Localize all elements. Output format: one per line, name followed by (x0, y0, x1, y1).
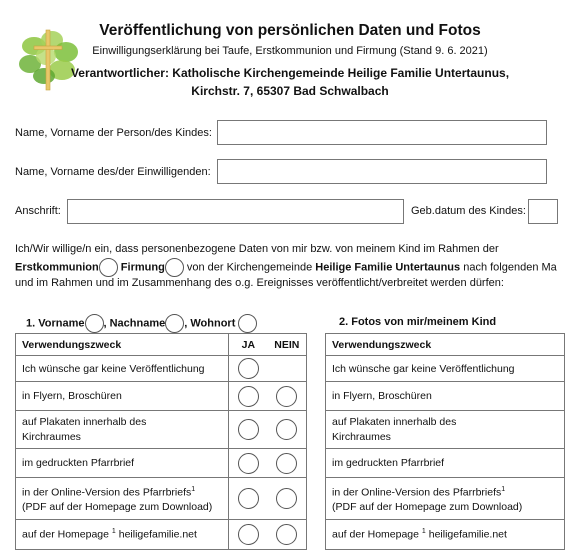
yes-radio[interactable] (238, 386, 259, 407)
name-child-field[interactable] (217, 120, 547, 145)
table-row (16, 478, 307, 520)
yes-radio[interactable] (238, 419, 259, 440)
no-radio[interactable] (276, 419, 297, 440)
option-communion-label: Erstkommunion (15, 261, 99, 274)
consent-line-3: und im Rahmen und im Zusammenhang des o.g. Ereignisses veröffentlicht/verbreitet werden dürfen: (15, 277, 504, 289)
consent-line-2-end: nach folgenden Ma (463, 261, 557, 274)
consent-line-2-mid: von der Kirchengemeinde (186, 261, 313, 274)
no-radio[interactable] (276, 386, 297, 407)
table-row (326, 356, 565, 382)
section1-surname-label: , Nachname (103, 317, 166, 330)
row-label: in Flyern, Broschüren (16, 382, 229, 411)
table-row (16, 356, 307, 382)
birthdate-field[interactable] (528, 199, 558, 224)
table-row (326, 411, 565, 449)
surname-radio[interactable] (165, 314, 184, 333)
table-row (326, 520, 565, 550)
birthdate-label: Geb.datum des Kindes: (411, 205, 526, 217)
section1-heading (26, 314, 257, 333)
address-label: Anschrift: (15, 205, 61, 217)
section1-firstname-label: 1. Vorname (26, 317, 85, 330)
table-row (16, 411, 307, 449)
consent-line-1: Ich/Wir willige/n ein, dass personenbezogene Daten von mir bzw. von meinem Kind im Rahmen der (15, 243, 499, 255)
document-title: Veröffentlichung von persönlichen Daten und Fotos (99, 22, 481, 39)
row-label: Ich wünsche gar keine Veröffentlichung (326, 356, 565, 382)
section2-heading: 2. Fotos von mir/meinem Kind (339, 316, 497, 328)
name-consenter-label: Name, Vorname des/der Einwilligenden: (15, 166, 211, 178)
row-label: auf Plakaten innerhalb des Kirchraumes (16, 411, 229, 449)
section1-residence-label: , Wohnort (184, 317, 236, 330)
yes-radio[interactable] (238, 358, 259, 379)
parish-name: Heilige Familie Untertaunus (315, 261, 461, 274)
row-label: in der Online-Version des Pfarrbriefs$^1$ (PDF auf der Homepage zum Download) (16, 478, 229, 520)
name-child-label: Name, Vorname der Person/des Kindes: (15, 127, 212, 139)
option-confirmation-label: Firmung (120, 261, 165, 274)
section1-table (15, 333, 307, 550)
yes-radio[interactable] (238, 488, 259, 509)
table-header-row (326, 334, 565, 356)
address-field[interactable] (67, 199, 404, 224)
table-row (16, 520, 307, 550)
firstname-radio[interactable] (85, 314, 104, 333)
section2-table (325, 333, 565, 550)
row-label: in der Online-Version des Pfarrbriefs$^1$ (PDF auf der Homepage zum Download) (326, 478, 565, 520)
col-yes-header: JA (229, 334, 268, 356)
row-label: auf der Homepage $^1$ heiligefamilie.net (326, 520, 565, 550)
table-header-row (16, 334, 307, 356)
table-row (326, 449, 565, 478)
row-label: im gedruckten Pfarrbrief (326, 449, 565, 478)
table-row (16, 382, 307, 411)
row-label: auf der Homepage $^1$ heiligefamilie.net (16, 520, 229, 550)
responsible-line-2: Kirchstr. 7, 65307 Bad Schwalbach (191, 84, 389, 98)
row-label: im gedruckten Pfarrbrief (16, 449, 229, 478)
table-row (326, 382, 565, 411)
no-radio[interactable] (276, 524, 297, 545)
no-radio[interactable] (276, 488, 297, 509)
yes-radio[interactable] (238, 524, 259, 545)
residence-radio[interactable] (238, 314, 257, 333)
table-row (326, 478, 565, 520)
col-purpose-header: Verwendungszweck (16, 334, 229, 356)
row-label: in Flyern, Broschüren (326, 382, 565, 411)
document-subtitle: Einwilligungserklärung bei Taufe, Erstkommunion und Firmung (Stand 9. 6. 2021) (92, 45, 488, 57)
name-consenter-field[interactable] (217, 159, 547, 184)
no-radio[interactable] (276, 453, 297, 474)
yes-radio[interactable] (238, 453, 259, 474)
row-label: Ich wünsche gar keine Veröffentlichung (16, 356, 229, 382)
col-purpose-header: Verwendungszweck (326, 334, 565, 356)
responsible-line-1: Verantwortlicher: Katholische Kirchengemeinde Heilige Familie Untertaunus, (70, 66, 510, 80)
col-no-header: NEIN (268, 334, 307, 356)
row-label: auf Plakaten innerhalb des Kirchraumes (326, 411, 565, 449)
table-row (16, 449, 307, 478)
